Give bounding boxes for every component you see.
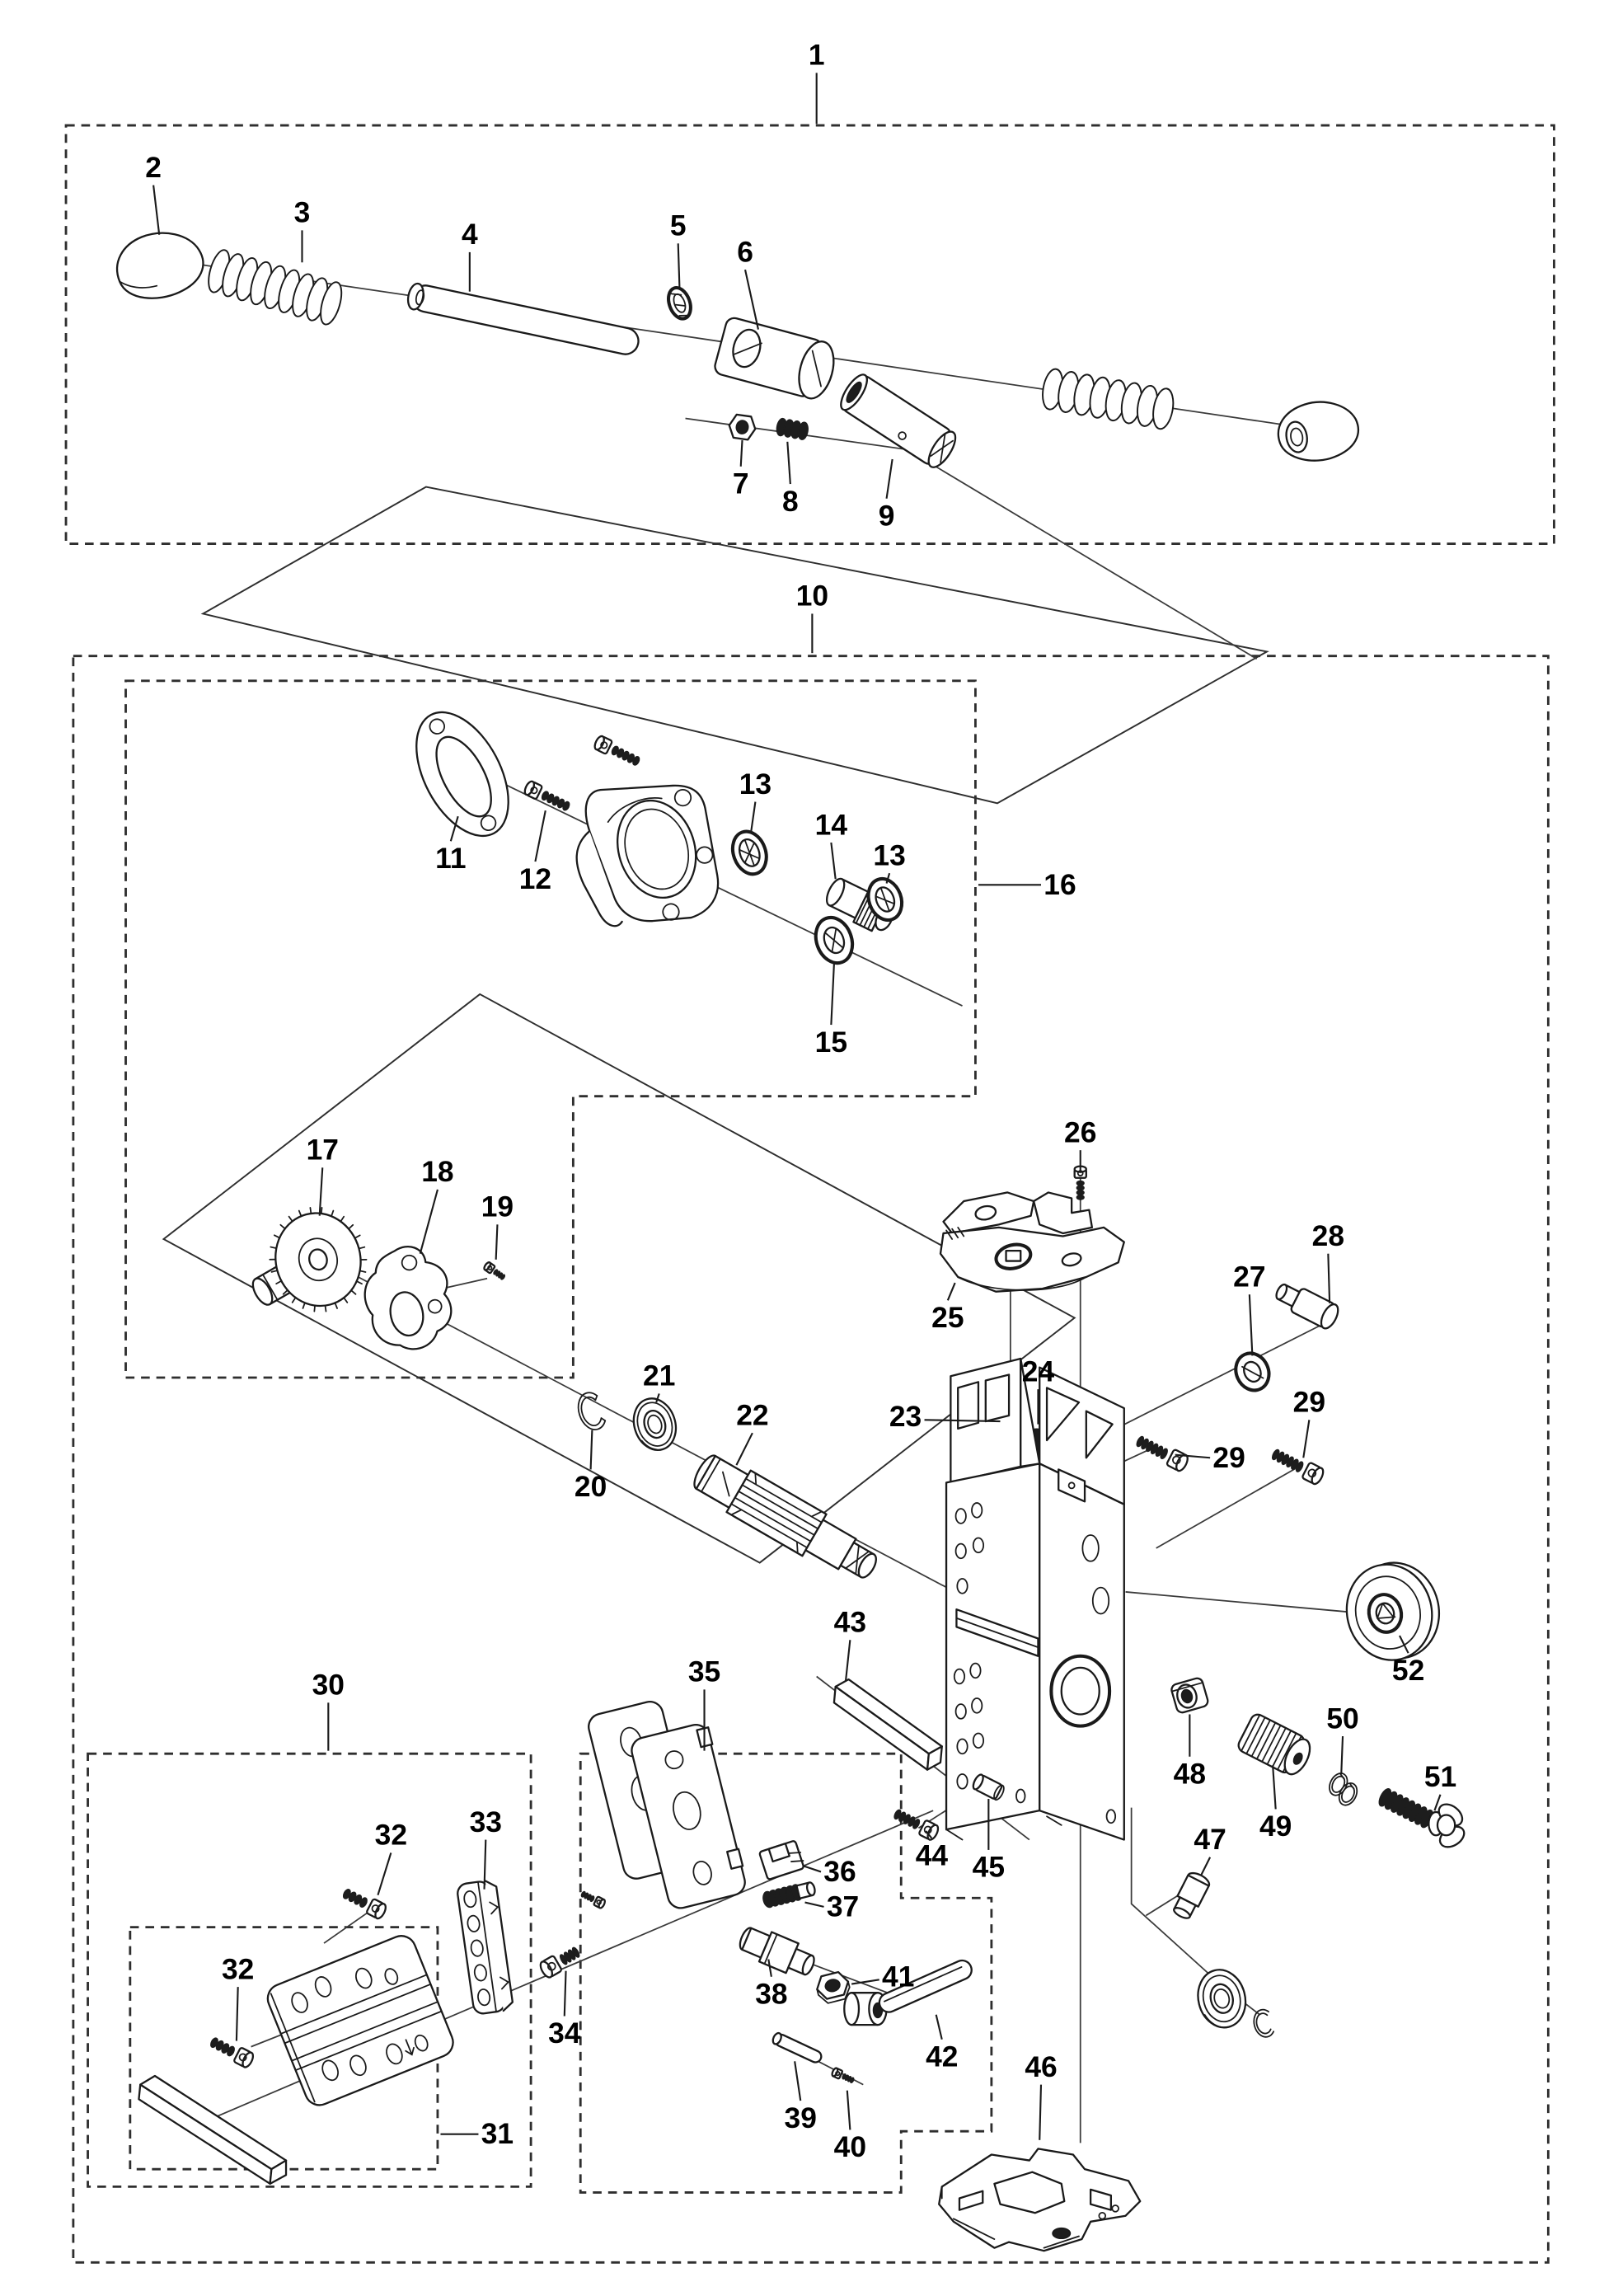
callout-leader-9	[887, 459, 893, 499]
callout-11-10: 11	[435, 843, 467, 876]
group-box-1	[66, 125, 1554, 543]
callout-leader-34	[565, 1971, 566, 2017]
part-swivel-cylinder-6	[713, 317, 839, 402]
callout-leader-46	[1039, 2085, 1041, 2140]
group-box-16	[126, 681, 976, 1378]
part-snap-ring-20	[574, 1390, 607, 1433]
callout-5-4: 5	[669, 209, 687, 242]
part-screw-40	[831, 2068, 855, 2085]
callout-leader-42	[936, 2015, 942, 2040]
callout-41-43: 41	[882, 1960, 915, 1993]
callout-leader-19	[496, 1224, 498, 1259]
callout-leader-5	[678, 243, 680, 289]
callout-13-12: 13	[739, 768, 772, 801]
part-key-31	[138, 2076, 286, 2184]
part-spring-left	[204, 247, 345, 326]
callout-4-3: 4	[462, 218, 478, 251]
callout-22-22: 22	[736, 1399, 769, 1432]
part-pin-28	[1272, 1279, 1341, 1331]
part-washer-13a	[727, 827, 772, 879]
part-bearing-lower	[1192, 1965, 1251, 2032]
callout-leader-47	[1202, 1857, 1211, 1875]
callout-leader-39	[795, 2061, 800, 2101]
part-screw-34	[538, 1944, 582, 1979]
part-knurled-knob-49	[1236, 1712, 1316, 1780]
part-lock-washers-50	[1324, 1770, 1362, 1808]
callout-51-53: 51	[1423, 1761, 1457, 1794]
part-bearing-21	[627, 1393, 682, 1456]
callout-32-34: 32	[222, 1953, 255, 1986]
callout-43-45: 43	[833, 1606, 867, 1639]
callout-17-17: 17	[306, 1134, 339, 1167]
callout-40-42: 40	[833, 2131, 867, 2164]
part-wing-bolt-51	[1377, 1787, 1467, 1852]
callout-31-32: 31	[481, 2118, 514, 2151]
callout-37-39: 37	[826, 1890, 860, 1923]
callout-leader-40	[847, 2091, 851, 2130]
callout-leader-22	[736, 1433, 752, 1465]
part-screw-34b	[579, 1890, 606, 1909]
group-box-30	[88, 1754, 532, 2186]
callout-leader-43	[846, 1640, 850, 1681]
callout-leader-12	[535, 810, 545, 862]
axis-line-22	[442, 1279, 487, 1289]
callout-20-20: 20	[574, 1471, 607, 1504]
part-pin-47	[1170, 1870, 1211, 1921]
part-clip-block-36	[759, 1840, 805, 1880]
callout-45-47: 45	[972, 1851, 1006, 1884]
projection-plane-upper	[203, 487, 1267, 804]
parts	[110, 223, 1468, 2251]
part-knob-right	[1273, 396, 1362, 467]
part-stepped-pin-38	[736, 1922, 819, 1981]
callout-8-7: 8	[782, 485, 799, 518]
part-snap-ring-lower	[1251, 2008, 1274, 2040]
callout-leader-20	[591, 1430, 593, 1470]
part-key-43	[834, 1679, 942, 1770]
callout-44-46: 44	[915, 1839, 949, 1872]
callout-35-37: 35	[687, 1655, 721, 1688]
part-washer-5	[664, 284, 695, 322]
callout-46-48: 46	[1025, 2050, 1058, 2083]
part-guide-bracket-35	[586, 1699, 749, 1911]
callout-42-44: 42	[926, 2040, 959, 2073]
callout-leader-29	[1303, 1420, 1309, 1458]
callout-7-6: 7	[732, 467, 749, 500]
callout-leader-15	[831, 964, 834, 1025]
callout-2-1: 2	[145, 151, 162, 184]
callout-26-26: 26	[1064, 1116, 1097, 1149]
callout-50-52: 50	[1326, 1702, 1359, 1735]
part-thread-insert-37	[762, 1880, 816, 1909]
callout-leader-2	[153, 185, 159, 235]
callout-38-40: 38	[755, 1978, 788, 2011]
part-throttle-rod	[406, 282, 640, 356]
callout-10-9: 10	[795, 580, 829, 613]
callout-52-54: 52	[1391, 1654, 1425, 1687]
callout-18-18: 18	[421, 1156, 454, 1189]
callout-32-33: 32	[374, 1819, 408, 1852]
callout-33-35: 33	[469, 1805, 502, 1838]
callout-29-29: 29	[1212, 1441, 1245, 1474]
callout-21-21: 21	[643, 1359, 676, 1392]
callout-leader-8	[787, 442, 790, 484]
callout-30-31: 30	[312, 1669, 345, 1702]
callout-leader-7	[741, 440, 743, 467]
part-gasket-11	[397, 697, 528, 852]
callout-leader-32	[378, 1852, 391, 1895]
callout-6-5: 6	[737, 236, 753, 269]
callout-leader-32	[237, 1987, 238, 2040]
part-gear-17	[249, 1197, 378, 1322]
callout-leader-25	[948, 1283, 955, 1300]
callout-9-8: 9	[878, 500, 895, 533]
callout-3-2: 3	[293, 196, 311, 229]
callout-13-14: 13	[873, 839, 906, 872]
callout-1-0: 1	[808, 39, 825, 72]
callout-36-38: 36	[823, 1855, 856, 1888]
part-pulley-52	[1337, 1554, 1449, 1669]
callout-leader-50	[1341, 1736, 1343, 1774]
callout-19-19: 19	[481, 1190, 514, 1223]
part-flange-housing	[556, 760, 736, 946]
part-screw-12b	[523, 780, 572, 814]
part-slide-plate-30	[264, 1932, 457, 2110]
part-screw-32b	[208, 2034, 255, 2068]
part-nut-7	[728, 414, 757, 440]
part-cam-plate-18	[356, 1240, 459, 1358]
callout-leader-37	[805, 1903, 824, 1907]
callout-leader-14	[831, 843, 835, 879]
part-screw-26	[1075, 1167, 1086, 1200]
part-tube-9	[836, 371, 960, 472]
callout-leader-13	[751, 802, 755, 833]
callout-39-41: 39	[784, 2101, 817, 2134]
callout-leader-49	[1273, 1765, 1276, 1809]
callout-24-24: 24	[1021, 1355, 1055, 1388]
part-rod-39	[772, 2031, 823, 2064]
part-screw-29b	[1269, 1446, 1325, 1486]
callout-15-15: 15	[814, 1026, 848, 1059]
part-nut-48	[1170, 1677, 1209, 1714]
callout-14-13: 14	[814, 809, 848, 842]
callout-16-16: 16	[1044, 868, 1076, 901]
part-screw-12a	[593, 735, 641, 768]
callout-23-23: 23	[889, 1401, 922, 1434]
axis-line-3	[912, 452, 1257, 659]
callout-25-25: 25	[931, 1302, 964, 1335]
part-top-cover-25	[940, 1192, 1124, 1291]
part-washer-15	[809, 913, 858, 969]
callout-48-50: 48	[1173, 1758, 1207, 1791]
part-rail-bracket-33	[457, 1880, 514, 2015]
callout-34-36: 34	[548, 2017, 581, 2050]
callout-leader-27	[1250, 1294, 1253, 1355]
part-splined-shaft-22	[687, 1448, 885, 1589]
callout-28-28: 28	[1311, 1219, 1345, 1252]
callout-27-27: 27	[1233, 1261, 1266, 1294]
callout-leader-18	[420, 1190, 438, 1254]
callout-29-30: 29	[1292, 1386, 1326, 1419]
axis-line-8	[1156, 1467, 1299, 1548]
callout-49-51: 49	[1259, 1810, 1292, 1843]
callout-12-11: 12	[518, 862, 552, 895]
callout-leader-28	[1328, 1254, 1330, 1303]
callout-leader-36	[804, 1866, 821, 1871]
callout-47-49: 47	[1194, 1824, 1226, 1857]
part-base-bracket-46	[939, 2148, 1140, 2251]
part-set-spring-8	[776, 418, 809, 440]
part-knob-left	[110, 223, 210, 307]
part-spring-right	[1040, 368, 1176, 430]
